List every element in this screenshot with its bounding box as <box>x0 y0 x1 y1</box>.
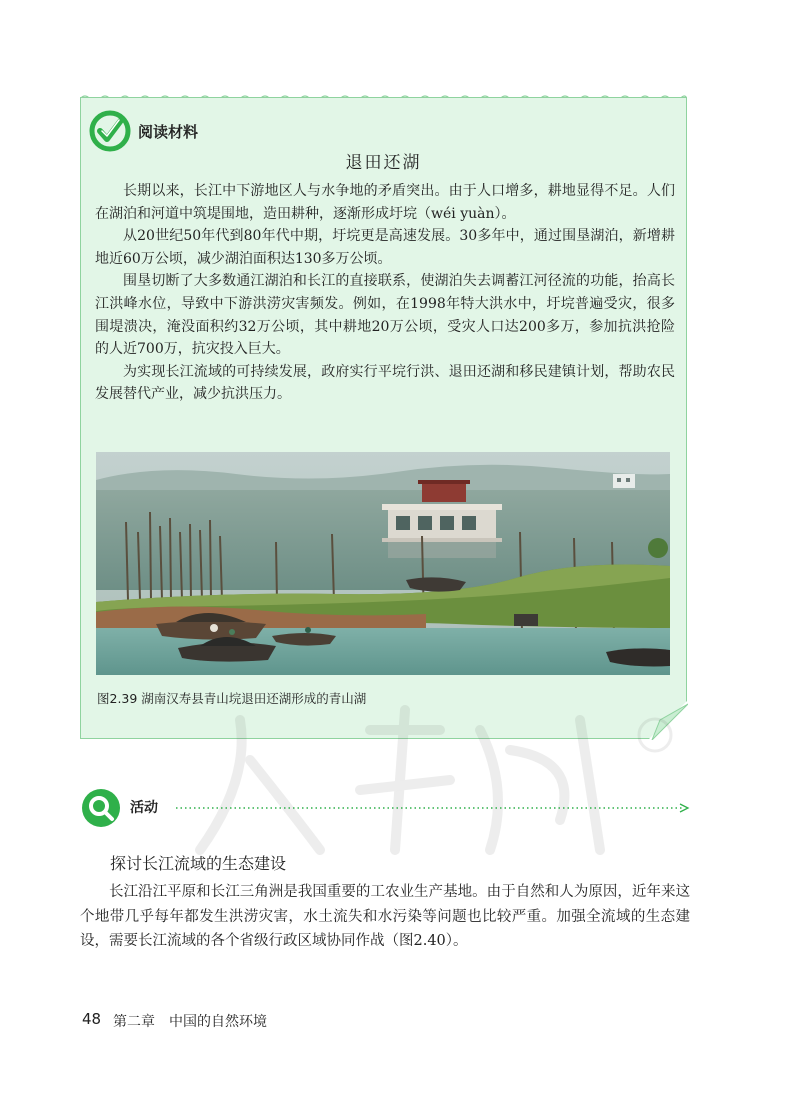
article-body <box>95 180 675 406</box>
figure-caption: 图2.39 湖南汉寿县青山垸退田还湖形成的青山湖 <box>97 691 367 706</box>
activity-body <box>80 880 690 954</box>
lake-photo-illustration <box>96 452 670 675</box>
article-paragraph: 长期以来，长江中下游地区人与水争地的矛盾突出。由于人口增多，耕地显得不足。人们在湖泊和河道中筑堤围地，造田耕种，逐渐形成圩垸（wéi yuàn）。 <box>95 183 675 222</box>
activity-heading: 探讨长江流域的生态建设 <box>110 854 287 873</box>
article-paragraph: 为实现长江流域的可持续发展，政府实行平垸行洪、退田还湖和移民建镇计划，帮助农民发展替代产业，减少抗洪压力。 <box>95 363 675 403</box>
article-paragraph: 围垦切断了大多数通江湖泊和长江的直接联系，使湖泊失去调蓄江河径流的功能，抬高长江洪峰水位，导致中下游洪涝灾害频发。例如，在1998年特大洪水中，圩垸普遍受灾，很多围堤溃决，淹没面积约32万公顷，其中耕地20万公顷，受灾人口达200多万，参加抗洪抢险的人近700万，抗灾投入巨大。 <box>95 273 675 358</box>
article-paragraph: 从20世纪50年代到80年代中期，圩垸更是高速发展。30多年中，通过围垦湖泊，新增耕地近60万公顷，减少湖泊面积达130多万公顷。 <box>95 228 675 267</box>
chapter-title: 第二章 中国的自然环境 <box>113 1014 267 1030</box>
reading-badge-label: 阅读材料 <box>138 123 199 141</box>
activity-paragraph: 长江沿江平原和长江三角洲是我国重要的工农业生产基地。由于自然和人为原因，近年来这个地带几乎每年都发生洪涝灾害，水土流失和水污染等问题也比较严重。加强全流域的生态建设，需要长江流域的各个省级行政区域协同作战（图2.40）。 <box>80 884 690 949</box>
activity-magnifier-icon <box>81 788 121 828</box>
article-title: 退田还湖 <box>345 153 422 173</box>
page-number: 48 <box>82 1010 102 1028</box>
page-curl-corner <box>648 700 688 740</box>
check-badge-icon <box>89 110 131 152</box>
lake-photo <box>96 452 670 675</box>
activity-label: 活动 <box>130 800 158 816</box>
dotted-arrow-line <box>176 803 690 813</box>
